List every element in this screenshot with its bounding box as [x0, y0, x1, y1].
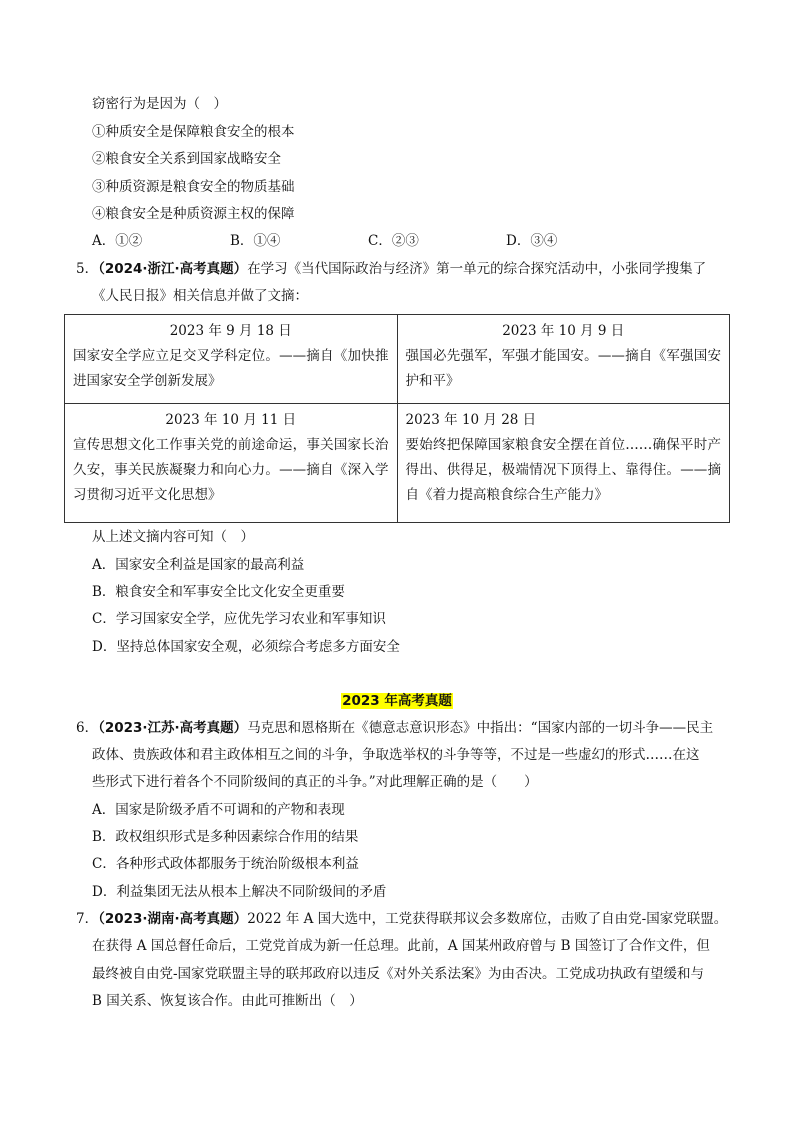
q7-stem-line-2: 在获得 A 国总督任命后，工党党首成为新一任总理。此前，A 国某州政府曾与 B 国签订了合作文件，但 [92, 938, 710, 954]
excerpt-cell-3 [65, 404, 398, 523]
q6-option-b[interactable]: B．政权组织形式是多种因素综合作用的结果 [92, 829, 359, 845]
q7-number: 7． [76, 911, 99, 927]
section-heading [0, 689, 794, 709]
q5-stem-line-2: 《人民日报》相关信息并做了文摘： [92, 288, 308, 304]
q7-stem-text: 2022 年 A 国大选中，工党获得联邦议会多数席位，击败了自由党-国家党联盟。 [247, 911, 728, 927]
q6-stem-line-2: 政体、贵族政体和君主政体相互之间的斗争，争取选举权的斗争等等，不过是一些虚幻的形式……在这 [92, 747, 700, 763]
q6-option-c[interactable]: C．各种形式政体都服务于统治阶级根本利益 [92, 856, 359, 872]
q5-option-a[interactable]: A．国家安全利益是国家的最高利益 [92, 557, 305, 573]
q4-option-d[interactable]: D．③④ [506, 233, 558, 249]
q4-stem-tail: 窃密行为是因为（ ） [92, 96, 227, 112]
excerpt-text-1: 国家安全学应立足交叉学科定位。——摘自《加快推进国家安全学创新发展》 [73, 348, 389, 389]
excerpt-text-2: 强国必先强军，军强才能国安。——摘自《军强国安护和平》 [405, 348, 721, 389]
q4-item-2: ②粮食安全关系到国家战略安全 [92, 151, 281, 167]
q7-stem-line-3: 最终被自由党-国家党联盟主导的联邦政府以违反《对外关系法案》为由否决。工党成功执政有望缓和与 [92, 966, 705, 982]
q4-item-4: ④粮食安全是种质资源主权的保障 [92, 206, 295, 222]
q7-source: （2023·湖南·高考真题） [98, 911, 248, 927]
q6-stem-text: 马克思和恩格斯在《德意志意识形态》中指出：“国家内部的一切斗争——民主 [247, 720, 714, 736]
excerpt-date-1: 2023 年 9 月 18 日 [169, 323, 292, 339]
section-heading-text: 2023 年高考真题 [342, 693, 452, 709]
q5-option-b[interactable]: B．粮食安全和军事安全比文化安全更重要 [92, 584, 345, 600]
q6-source: （2023·江苏·高考真题） [98, 720, 248, 736]
q4-option-c[interactable]: C．②③ [368, 233, 419, 249]
excerpt-date-3: 2023 年 10 月 11 日 [165, 412, 297, 428]
q4-item-3: ③种质资源是粮食安全的物质基础 [92, 179, 295, 195]
q5-question: 从上述文摘内容可知（ ） [92, 529, 254, 545]
q5-option-c[interactable]: C．学习国家安全学，应优先学习农业和军事知识 [92, 611, 386, 627]
q6-stem-line-1 [76, 718, 713, 738]
q4-options [92, 231, 644, 251]
q4-option-b[interactable]: B．①④ [230, 233, 281, 249]
q7-stem-line-1 [76, 909, 727, 929]
q6-number: 6． [76, 720, 99, 736]
excerpt-text-4: 要始终把保障国家粮食安全摆在首位……确保平时产得出、供得足，极端情况下顶得上、靠得住。——摘自《着力提高粮食综合生产能力》 [405, 437, 721, 503]
excerpt-date-2: 2023 年 10 月 9 日 [502, 323, 625, 339]
excerpt-text-3: 宣传思想文化工作事关党的前途命运，事关国家长治久安，事关民族凝聚力和向心力。——摘自《深入学习贯彻习近平文化思想》 [73, 437, 389, 503]
excerpt-table [64, 314, 730, 523]
excerpt-cell-4 [397, 404, 730, 523]
q5-option-d[interactable]: D．坚持总体国家安全观，必须综合考虑多方面安全 [92, 639, 400, 655]
excerpt-cell-2 [397, 315, 730, 404]
q5-stem-text: 在学习《当代国际政治与经济》第一单元的综合探究活动中，小张同学搜集了 [247, 261, 707, 277]
q6-option-d[interactable]: D．利益集团无法从根本上解决不同阶级间的矛盾 [92, 884, 387, 900]
q7-stem-line-4: B 国关系、恢复该合作。由此可推断出（ ） [92, 993, 363, 1009]
q5-stem-line-1 [76, 259, 706, 279]
q6-option-a[interactable]: A．国家是阶级矛盾不可调和的产物和表现 [92, 802, 345, 818]
q6-stem-line-3: 些形式下进行着各个不同阶级间的真正的斗争。”对此理解正确的是（ ） [92, 774, 538, 790]
q4-item-1: ①种质安全是保障粮食安全的根本 [92, 124, 295, 140]
q5-number: 5． [76, 261, 99, 277]
excerpt-date-4: 2023 年 10 月 28 日 [405, 412, 537, 428]
excerpt-cell-1 [65, 315, 398, 404]
q5-source: （2024·浙江·高考真题） [98, 261, 248, 277]
q4-option-a[interactable]: A．①② [92, 233, 143, 249]
